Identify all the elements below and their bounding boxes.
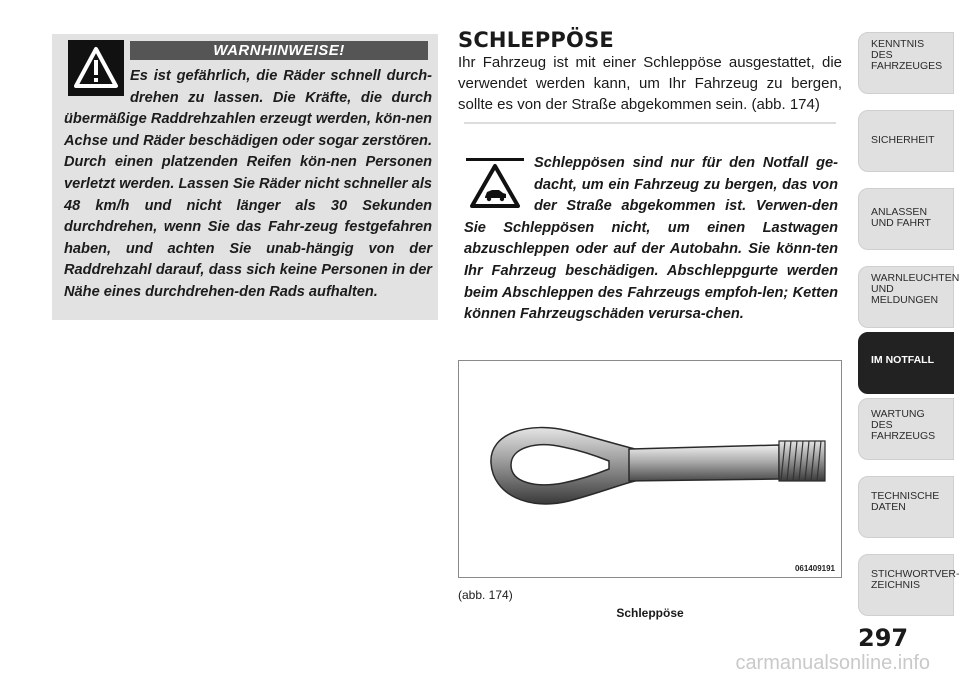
watermark: carmanualsonline.info — [735, 652, 930, 674]
figure-code: 061409191 — [794, 564, 835, 573]
tab-im-notfall[interactable]: IM NOTFALL — [858, 332, 954, 394]
figure-tow-hook — [458, 360, 842, 578]
tow-hook-illustration — [459, 361, 843, 579]
tab-stichwortverzeichnis[interactable]: STICHWORTVER- ZEICHNIS — [858, 554, 954, 616]
figure-caption: Schleppöse — [616, 606, 684, 620]
figure-reference: (abb. 174) — [458, 588, 513, 602]
tab-warnleuchten[interactable]: WARNLEUCHTEN UND MELDUNGEN — [858, 266, 954, 328]
caution-text: Schleppösen sind nur für den Notfall ge-dacht, um ein Fahrzeug zu bergen, das von der Straße abgekommen ist. Verwen-den Sie Schleppösen nicht, um einen Lastwagen abzuschleppen oder auf der Autobahn. Sie könn-ten Ihr Fahrzeug beschädigen. Abschleppgurte werden beim Abschleppen des Fahrzeugs empfoh-len; Ketten können Fahrzeugschäden verursa-chen. — [464, 155, 838, 323]
section-title: SCHLEPPÖSE — [458, 28, 614, 52]
tab-wartung[interactable]: WARTUNG DES FAHRZEUGS — [858, 398, 954, 460]
warning-heading: WARNHINWEISE! — [130, 41, 428, 60]
tab-kenntnis[interactable]: KENNTNIS DES FAHRZEUGES — [858, 32, 954, 94]
page-number: 297 — [858, 624, 909, 652]
tab-anlassen[interactable]: ANLASSEN UND FAHRT — [858, 188, 954, 250]
section-intro: Ihr Fahrzeug ist mit einer Schleppöse ausgestattet, die verwendet werden kann, um Ihr Fahrzeug zu bergen, sollte es von der Straße abgekommen sein. (abb. 174) — [458, 54, 842, 113]
tab-sicherheit[interactable]: SICHERHEIT — [858, 110, 954, 172]
separator — [464, 122, 836, 124]
warning-text: Es ist gefährlich, die Räder schnell durch-drehen zu lassen. Die Kräfte, die durch übermäßige Raddrehzahlen erzeugt werden, kön-nen Achse und Räder beschädigen oder sogar zerstören. Durch einen platzenden Reifen kön-nen Personen verletzt werden. Lassen Sie Räder nicht schneller als 48 km/h und nicht länger als 30 Sekunden durchdrehen, wenn Sie das Fahr-zeug festgefahren haben, und achten Sie unab-hängig von der Raddrehzahl darauf, dass sich keine Personen in der Nähe eines durchdrehen-den Rads aufhalten. — [64, 68, 432, 300]
tab-technische-daten[interactable]: TECHNISCHE DATEN — [858, 476, 954, 538]
